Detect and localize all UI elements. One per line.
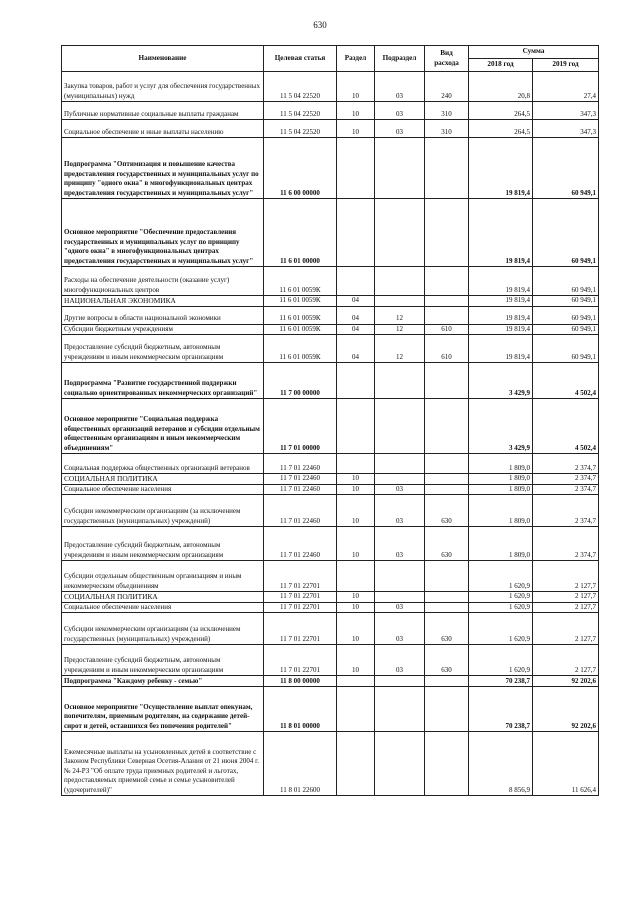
cell-section: [337, 454, 375, 474]
cell-subsection: [375, 296, 425, 307]
cell-y2019: 347,3: [533, 102, 599, 120]
cell-name: Предоставление субсидий бюджетным, автономным учреждениям и иным некоммерческим организациям: [62, 335, 264, 363]
cell-y2019: 60 949,1: [533, 199, 599, 267]
cell-target: 11 7 01 22460: [264, 527, 337, 561]
cell-target: 11 7 01 22460: [264, 484, 337, 495]
cell-target: 11 6 01 0059К: [264, 324, 337, 335]
cell-y2018: 1 809,0: [469, 484, 533, 495]
cell-type: [425, 363, 469, 399]
cell-y2019: 2 374,7: [533, 454, 599, 474]
table-row: [62, 138, 599, 199]
cell-name: Предоставление субсидий бюджетным, автономным учреждениям и иным некоммерческим организациям: [62, 527, 264, 561]
cell-subsection: [375, 454, 425, 474]
table-row: [62, 306, 599, 324]
table-row: [62, 267, 599, 296]
cell-section: 10: [337, 102, 375, 120]
cell-target: 11 5 04 22520: [264, 102, 337, 120]
header-type: [425, 46, 469, 72]
cell-y2018: 19 819,4: [469, 306, 533, 324]
cell-y2018: 1 620,9: [469, 645, 533, 676]
cell-y2018: 19 819,4: [469, 324, 533, 335]
table-row: [62, 732, 599, 796]
cell-name: Субсидии бюджетным учреждениям: [62, 324, 264, 335]
cell-name: Другие вопросы в области национальной экономики: [62, 306, 264, 324]
cell-name: СОЦИАЛЬНАЯ ПОЛИТИКА: [62, 474, 264, 485]
cell-y2019: 60 949,1: [533, 324, 599, 335]
cell-type: [425, 399, 469, 454]
cell-subsection: [375, 363, 425, 399]
cell-target: 11 7 01 22460: [264, 474, 337, 485]
cell-y2018: 3 429,9: [469, 399, 533, 454]
cell-target: 11 6 01 0059К: [264, 335, 337, 363]
cell-target: 11 7 01 22460: [264, 454, 337, 474]
table-row: [62, 687, 599, 732]
cell-name: Расходы на обеспечение деятельности (оказание услуг) многофункциональных центров: [62, 267, 264, 296]
cell-y2019: 2 374,7: [533, 484, 599, 495]
header-section: Раздел: [337, 46, 375, 72]
cell-y2018: 1 809,0: [469, 474, 533, 485]
cell-type: [425, 592, 469, 603]
cell-y2019: 60 949,1: [533, 335, 599, 363]
cell-section: [337, 732, 375, 796]
cell-y2018: 19 819,4: [469, 296, 533, 307]
cell-target: 11 7 01 22460: [264, 495, 337, 527]
cell-type: [425, 296, 469, 307]
cell-y2018: 264,5: [469, 102, 533, 120]
header-name: Наименование: [62, 46, 264, 72]
cell-section: 04: [337, 335, 375, 363]
header-type-line2: расхода: [434, 58, 459, 67]
cell-y2019: 2 127,7: [533, 613, 599, 645]
cell-subsection: [375, 687, 425, 732]
cell-section: [337, 363, 375, 399]
cell-y2019: 2 127,7: [533, 602, 599, 613]
cell-y2018: 20,8: [469, 72, 533, 102]
page-number: 630: [313, 20, 327, 30]
cell-target: 11 8 01 22600: [264, 732, 337, 796]
cell-section: 10: [337, 602, 375, 613]
cell-y2018: 1 620,9: [469, 592, 533, 603]
table-row: [62, 561, 599, 592]
cell-subsection: 03: [375, 120, 425, 138]
cell-section: [337, 561, 375, 592]
cell-target: 11 7 01 22701: [264, 602, 337, 613]
cell-name: НАЦИОНАЛЬНАЯ ЭКОНОМИКА: [62, 296, 264, 307]
cell-y2018: 3 429,9: [469, 363, 533, 399]
header-subsection: Подраздел: [375, 46, 425, 72]
table-row: [62, 474, 599, 485]
cell-target: 11 6 01 00000: [264, 199, 337, 267]
cell-type: [425, 199, 469, 267]
table-row: [62, 363, 599, 399]
cell-name: Социальное обеспечение населения: [62, 484, 264, 495]
cell-type: [425, 732, 469, 796]
cell-section: 10: [337, 527, 375, 561]
header-2018: 2018 год: [469, 59, 533, 72]
cell-type: [425, 602, 469, 613]
table-row: [62, 527, 599, 561]
cell-target: 11 6 01 0059К: [264, 306, 337, 324]
cell-y2019: 347,3: [533, 120, 599, 138]
cell-type: [425, 306, 469, 324]
cell-y2019: 4 502,4: [533, 399, 599, 454]
cell-type: 610: [425, 335, 469, 363]
cell-y2019: 92 202,6: [533, 687, 599, 732]
cell-type: [425, 267, 469, 296]
cell-name: Субсидии некоммерческим организациям (за исключением государственных (муниципальных) учреждений): [62, 613, 264, 645]
cell-y2018: 264,5: [469, 120, 533, 138]
cell-target: 11 7 01 22701: [264, 613, 337, 645]
cell-section: [337, 676, 375, 687]
cell-name: Основное мероприятие "Социальная поддержка общественных организаций ветеранов и субсидии отдельным общественным организациям и иным некоммерческим объединениям": [62, 399, 264, 454]
cell-section: 10: [337, 495, 375, 527]
cell-name: Основное мероприятие "Обеспечение предоставления государственных и муниципальных услуг по принципу "одного окна" в многофункциональных центрах предоставления государственных и муниципальных услуг": [62, 199, 264, 267]
table-row: [62, 484, 599, 495]
cell-type: 240: [425, 72, 469, 102]
cell-y2019: 27,4: [533, 72, 599, 102]
table-row: [62, 335, 599, 363]
cell-name: Основное мероприятие "Осуществление выплат опекунам, попечителям, приемным родителям, на содержание детей-сирот и детей, оставшихся без попечения родителей": [62, 687, 264, 732]
cell-y2019: 2 127,7: [533, 561, 599, 592]
cell-target: 11 7 01 00000: [264, 399, 337, 454]
cell-subsection: [375, 676, 425, 687]
cell-target: 11 8 00 00000: [264, 676, 337, 687]
cell-target: 11 5 04 22520: [264, 120, 337, 138]
cell-type: 630: [425, 527, 469, 561]
cell-name: СОЦИАЛЬНАЯ ПОЛИТИКА: [62, 592, 264, 603]
cell-name: Закупка товаров, работ и услуг для обеспечения государственных (муниципальных) нужд: [62, 72, 264, 102]
table-row: [62, 296, 599, 307]
table-row: [62, 676, 599, 687]
table-row: [62, 645, 599, 676]
cell-y2019: 2 127,7: [533, 592, 599, 603]
cell-subsection: [375, 474, 425, 485]
cell-y2018: 1 620,9: [469, 602, 533, 613]
cell-section: [337, 687, 375, 732]
cell-name: Подпрограмма "Развитие государственной поддержки социально ориентированных некоммерческих организаций": [62, 363, 264, 399]
cell-y2018: 19 819,4: [469, 138, 533, 199]
cell-subsection: [375, 592, 425, 603]
cell-section: [337, 199, 375, 267]
cell-target: 11 8 01 00000: [264, 687, 337, 732]
cell-name: Ежемесячные выплаты на усыновленных детей в соответствие с Законом Республики Северная Осетия-Алания от 21 июня 2004 г. № 24-РЗ "Об оплате труда приемных родителей и льготах, предоставляемых приемной семье и семье усыновителей (удочерителей)": [62, 732, 264, 796]
table-row: [62, 602, 599, 613]
table-row: [62, 120, 599, 138]
cell-y2018: 1 809,0: [469, 527, 533, 561]
cell-type: 630: [425, 613, 469, 645]
cell-y2019: 60 949,1: [533, 306, 599, 324]
header-type-line1: Вид: [440, 49, 453, 57]
cell-section: 10: [337, 120, 375, 138]
cell-y2018: 8 856,9: [469, 732, 533, 796]
cell-y2019: 60 949,1: [533, 138, 599, 199]
table-row: [62, 102, 599, 120]
cell-y2018: 19 819,4: [469, 267, 533, 296]
cell-subsection: 12: [375, 335, 425, 363]
cell-y2019: 2 127,7: [533, 645, 599, 676]
table-row: [62, 199, 599, 267]
cell-y2019: 60 949,1: [533, 267, 599, 296]
cell-subsection: 03: [375, 613, 425, 645]
budget-table: [61, 45, 599, 796]
cell-name: Субсидии отдельным общественным организациям и иным некоммерческим объединениям: [62, 561, 264, 592]
cell-type: 310: [425, 102, 469, 120]
cell-name: Субсидии некоммерческим организациям (за исключением государственных (муниципальных) учреждений): [62, 495, 264, 527]
table-row: [62, 72, 599, 102]
cell-name: Социальная поддержка общественных организаций ветеранов: [62, 454, 264, 474]
cell-section: [337, 399, 375, 454]
cell-y2018: 1 809,0: [469, 495, 533, 527]
cell-section: [337, 267, 375, 296]
cell-y2019: 2 374,7: [533, 474, 599, 485]
cell-type: [425, 454, 469, 474]
cell-y2019: 2 374,7: [533, 495, 599, 527]
cell-subsection: [375, 138, 425, 199]
cell-type: [425, 484, 469, 495]
cell-subsection: 03: [375, 484, 425, 495]
cell-type: [425, 687, 469, 732]
header-target: Целевая статья: [264, 46, 337, 72]
cell-subsection: 03: [375, 645, 425, 676]
cell-y2019: 4 502,4: [533, 363, 599, 399]
cell-section: 10: [337, 645, 375, 676]
cell-type: [425, 561, 469, 592]
cell-y2018: 1 620,9: [469, 613, 533, 645]
cell-y2019: 2 374,7: [533, 527, 599, 561]
cell-section: 04: [337, 296, 375, 307]
cell-type: [425, 474, 469, 485]
cell-name: Публичные нормативные социальные выплаты гражданам: [62, 102, 264, 120]
table-row: [62, 592, 599, 603]
table-row: [62, 613, 599, 645]
cell-section: 10: [337, 592, 375, 603]
cell-section: 04: [337, 324, 375, 335]
cell-subsection: 03: [375, 602, 425, 613]
cell-target: 11 7 01 22701: [264, 561, 337, 592]
cell-subsection: 12: [375, 306, 425, 324]
table-row: [62, 324, 599, 335]
cell-target: 11 7 01 22701: [264, 592, 337, 603]
cell-type: [425, 676, 469, 687]
cell-type: 310: [425, 120, 469, 138]
cell-y2018: 70 238,7: [469, 687, 533, 732]
cell-subsection: 03: [375, 527, 425, 561]
cell-type: 610: [425, 324, 469, 335]
cell-section: 10: [337, 72, 375, 102]
cell-target: 11 5 04 22520: [264, 72, 337, 102]
cell-y2019: 60 949,1: [533, 296, 599, 307]
table-row: [62, 399, 599, 454]
cell-subsection: [375, 267, 425, 296]
cell-type: 630: [425, 495, 469, 527]
table-row: [62, 495, 599, 527]
cell-section: 04: [337, 306, 375, 324]
cell-name: Предоставление субсидий бюджетным, автономным учреждениям и иным некоммерческим организациям: [62, 645, 264, 676]
cell-y2018: 1 809,0: [469, 454, 533, 474]
cell-subsection: 03: [375, 102, 425, 120]
cell-target: 11 6 01 0059К: [264, 267, 337, 296]
cell-section: 10: [337, 474, 375, 485]
cell-target: 11 7 00 00000: [264, 363, 337, 399]
cell-name: Социальное обеспечение и иные выплаты населению: [62, 120, 264, 138]
cell-type: 630: [425, 645, 469, 676]
cell-subsection: 03: [375, 495, 425, 527]
cell-subsection: [375, 732, 425, 796]
cell-subsection: [375, 199, 425, 267]
table-row: [62, 454, 599, 474]
cell-subsection: [375, 399, 425, 454]
cell-section: 10: [337, 484, 375, 495]
cell-name: Подпрограмма "Оптимизация и повышение качества предоставления государственных и муниципальных услуг по принципу "одного окна" в многофункциональных центрах предоставления государственных и муниципальных услуг": [62, 138, 264, 199]
header-amount: Сумма: [469, 46, 599, 59]
cell-name: Подпрограмма "Каждому ребенку - семью": [62, 676, 264, 687]
table-body: [62, 72, 599, 796]
cell-name: Социальное обеспечение населения: [62, 602, 264, 613]
cell-y2018: 19 819,4: [469, 335, 533, 363]
header-2019: 2019 год: [533, 59, 599, 72]
cell-section: 10: [337, 613, 375, 645]
cell-y2018: 70 238,7: [469, 676, 533, 687]
cell-target: 11 6 00 00000: [264, 138, 337, 199]
cell-target: 11 7 01 22701: [264, 645, 337, 676]
cell-target: 11 6 01 0059К: [264, 296, 337, 307]
cell-subsection: [375, 561, 425, 592]
cell-y2018: 19 819,4: [469, 199, 533, 267]
cell-subsection: 12: [375, 324, 425, 335]
cell-y2019: 92 202,6: [533, 676, 599, 687]
cell-subsection: 03: [375, 72, 425, 102]
cell-type: [425, 138, 469, 199]
cell-y2018: 1 620,9: [469, 561, 533, 592]
cell-y2019: 11 626,4: [533, 732, 599, 796]
cell-section: [337, 138, 375, 199]
